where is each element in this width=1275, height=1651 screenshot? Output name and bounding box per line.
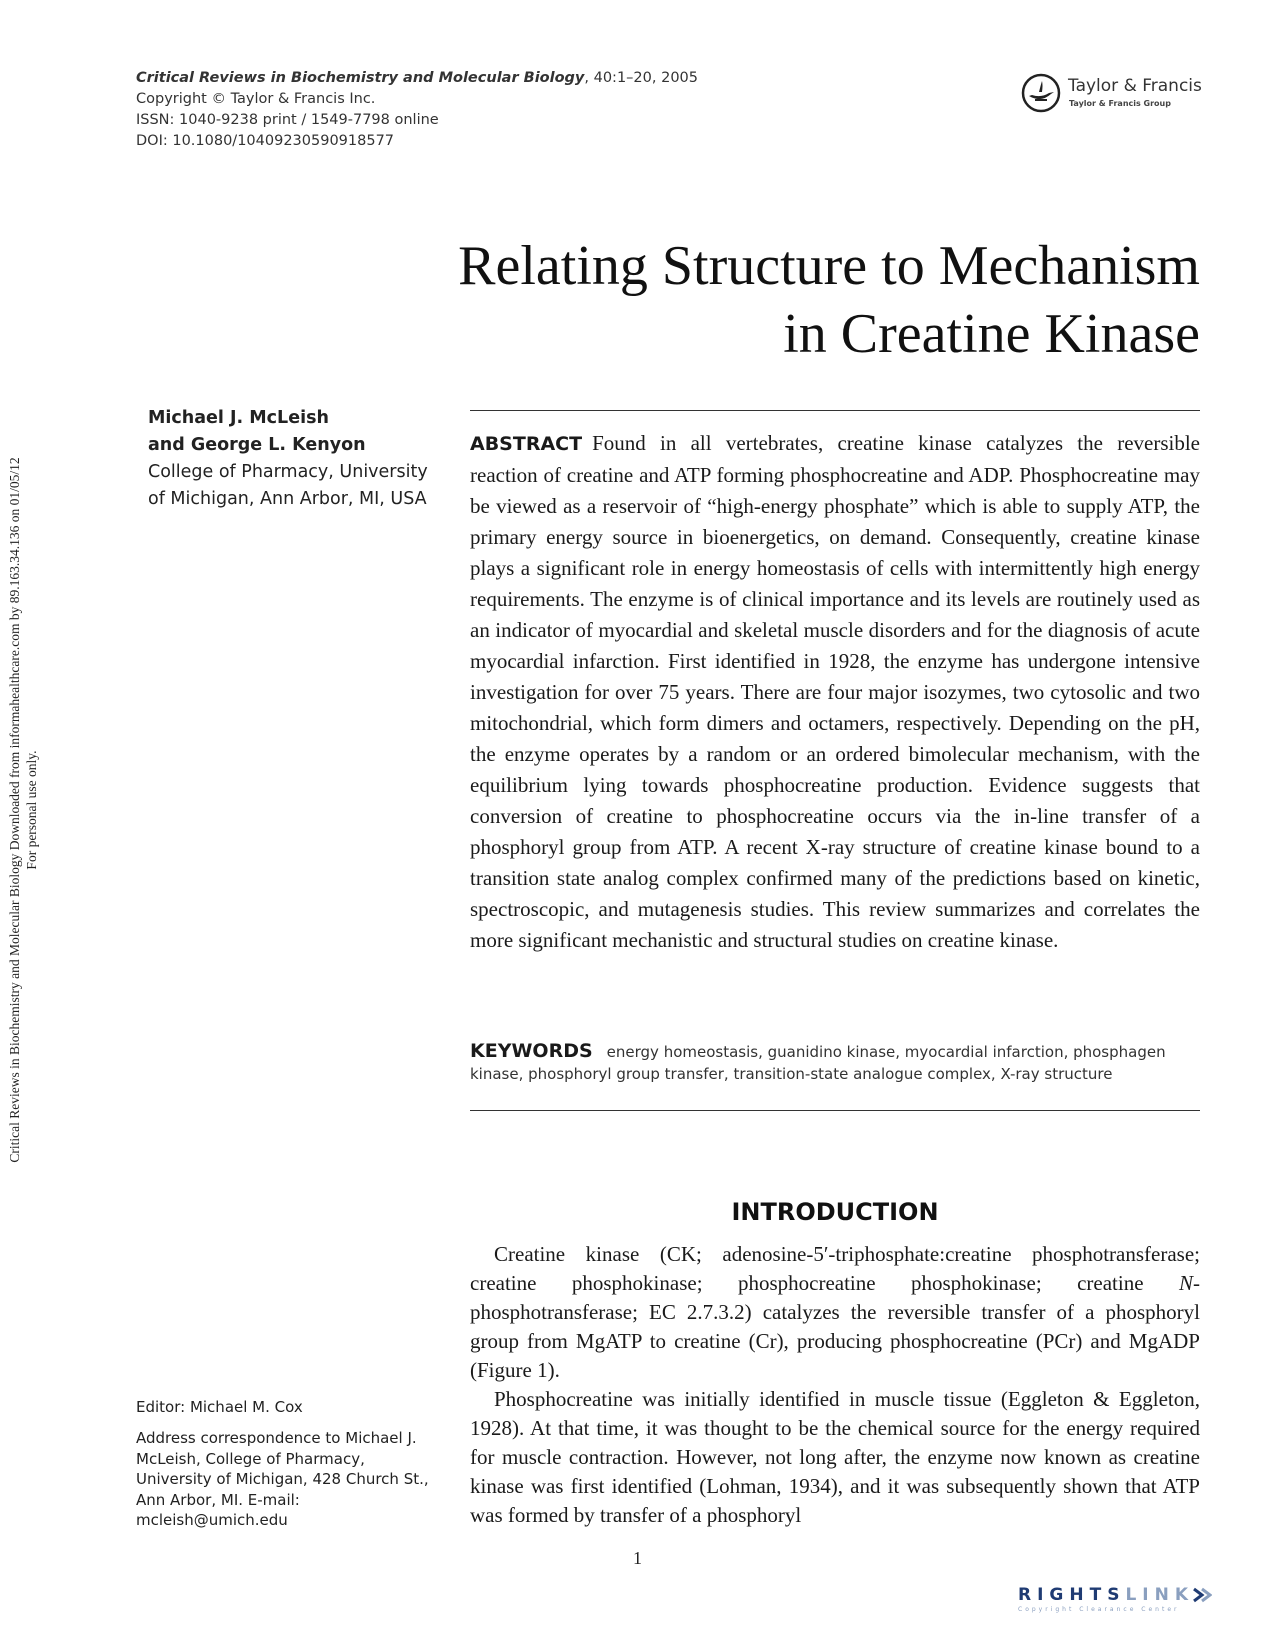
keywords: [470, 1040, 1200, 1085]
keywords-text: energy homeostasis, guanidino kinase, myocardial infarction, phosphagen kinase, phosphoryl group transfer, transition-state analogue complex, X-ray structure: [470, 1043, 1166, 1083]
rightslink-wordmark: [1018, 1585, 1248, 1605]
journal-citation: [136, 68, 698, 89]
author-block: [148, 405, 438, 513]
issn-line: ISSN: 1040-9238 print / 1549-7798 online: [136, 112, 439, 128]
paragraph: Phosphocreatine was initially identified in muscle tissue (Eggleton & Eggleton, 1928). At that time, it was thought to be the chemical source for the energy required for muscle contraction. However, not long after, the enzyme now known as creatine kinase was first identified (Lohman, 1934), and it was subsequently shown that ATP was formed by transfer of a phosphoryl: [470, 1387, 1200, 1527]
introduction-body: [470, 1240, 1200, 1530]
title-line-2: in Creatine Kinase: [783, 303, 1200, 365]
abstract-bottom-rule: [470, 1110, 1200, 1111]
paragraph-text: Creatine kinase (CK; adenosine-5′-triphosphate:creatine phosphotransferase; creatine phosphokinase; phosphocreatine phosphokinase; creatine: [470, 1242, 1200, 1295]
journal-title: Critical Reviews in Biochemistry and Molecular Biology: [136, 70, 585, 86]
watermark-line-2: For personal use only.: [24, 750, 39, 870]
copyright-line: Copyright © Taylor & Francis Inc.: [136, 91, 376, 107]
paragraph-text: -phosphotransferase; EC 2.7.3.2) catalyzes the reversible transfer of a phosphoryl group from MgATP to creatine (Cr), producing phosphocreatine (PCr) and MgADP (Figure 1).: [470, 1271, 1200, 1382]
editor-note: Editor: Michael M. Cox: [136, 1398, 303, 1416]
watermark-line-1: Critical Reviews in Biochemistry and Molecular Biology Downloaded from informahealthcare.com by 89.163.34.136 on 01/05/12: [7, 457, 22, 1163]
page-number: 1: [633, 1548, 642, 1568]
correspondence-note: Address correspondence to Michael J. McLeish, College of Pharmacy, University of Michigan, 428 Church St., Ann Arbor, MI. E-mail: mcleish@umich.edu: [136, 1429, 429, 1529]
keywords-label: KEYWORDS: [470, 1040, 593, 1062]
rightslink-arrow-icon: [1190, 1586, 1212, 1604]
abstract: [470, 428, 1200, 956]
abstract-label: ABSTRACT: [470, 433, 583, 455]
publisher-logo: [1020, 72, 1210, 116]
doi-line: DOI: 10.1080/10409230590918577: [136, 133, 395, 149]
rightslink-dark: RIGHTS: [1018, 1585, 1126, 1605]
abstract-text: Found in all vertebrates, creatine kinase catalyzes the reversible reaction of creatine and ATP forming phosphocreatine and ADP. Phosphocreatine may be viewed as a reservoir of “high-energy phosphate” which is able to supply ATP, the primary energy source in bioenergetics, on demand. Consequently, creatine kinase plays a significant role in energy homeostasis of cells with intermittently high energy requirements. The enzyme is of clinical importance and its levels are routinely used as an indicator of myocardial and skeletal muscle disorders and for the diagnosis of acute myocardial infarction. First identified in 1928, the enzyme has undergone intensive investigation for over 75 years. There are four major isozymes, two cytosolic and two mitochondrial, which form dimers and octamers, respectively. Depending on the pH, the enzyme operates by a random or an ordered bimolecular mechanism, with the equilibrium lying towards phosphocreatine production. Evidence suggests that conversion of creatine to phosphocreatine occurs via the in-line transfer of a phosphoryl group from ATP. A recent X-ray structure of creatine kinase bound to a transition state analog complex confirmed many of the predictions based on kinetic, spectroscopic, and mutagenesis studies. This review summarizes and correlates the more significant mechanistic and structural studies on creatine kinase.: [470, 431, 1200, 952]
publisher-name: Taylor & Francis: [1068, 76, 1202, 96]
section-heading: INTRODUCTION: [731, 1198, 939, 1226]
author-line-2: and George L. Kenyon: [148, 435, 366, 455]
rightslink-subtitle: Copyright Clearance Center: [1018, 1606, 1180, 1613]
abstract-top-rule: [470, 410, 1200, 411]
author-line-1: Michael J. McLeish: [148, 408, 329, 428]
author-affiliation: College of Pharmacy, University of Michigan, Ann Arbor, MI, USA: [148, 462, 428, 509]
download-watermark: [6, 360, 40, 1260]
italic-n: N: [1178, 1271, 1193, 1295]
rightslink-logo: [1018, 1585, 1248, 1625]
volume-pages: , 40:1–20, 2005: [584, 70, 698, 86]
rightslink-light: LINK: [1125, 1585, 1194, 1605]
publisher-group: Taylor & Francis Group: [1069, 99, 1171, 108]
paragraph: [470, 1240, 1200, 1385]
article-title: [300, 232, 1200, 368]
title-line-1: Relating Structure to Mechanism: [458, 235, 1200, 297]
journal-header: [136, 68, 698, 152]
lamp-logo-icon: [1020, 72, 1062, 114]
